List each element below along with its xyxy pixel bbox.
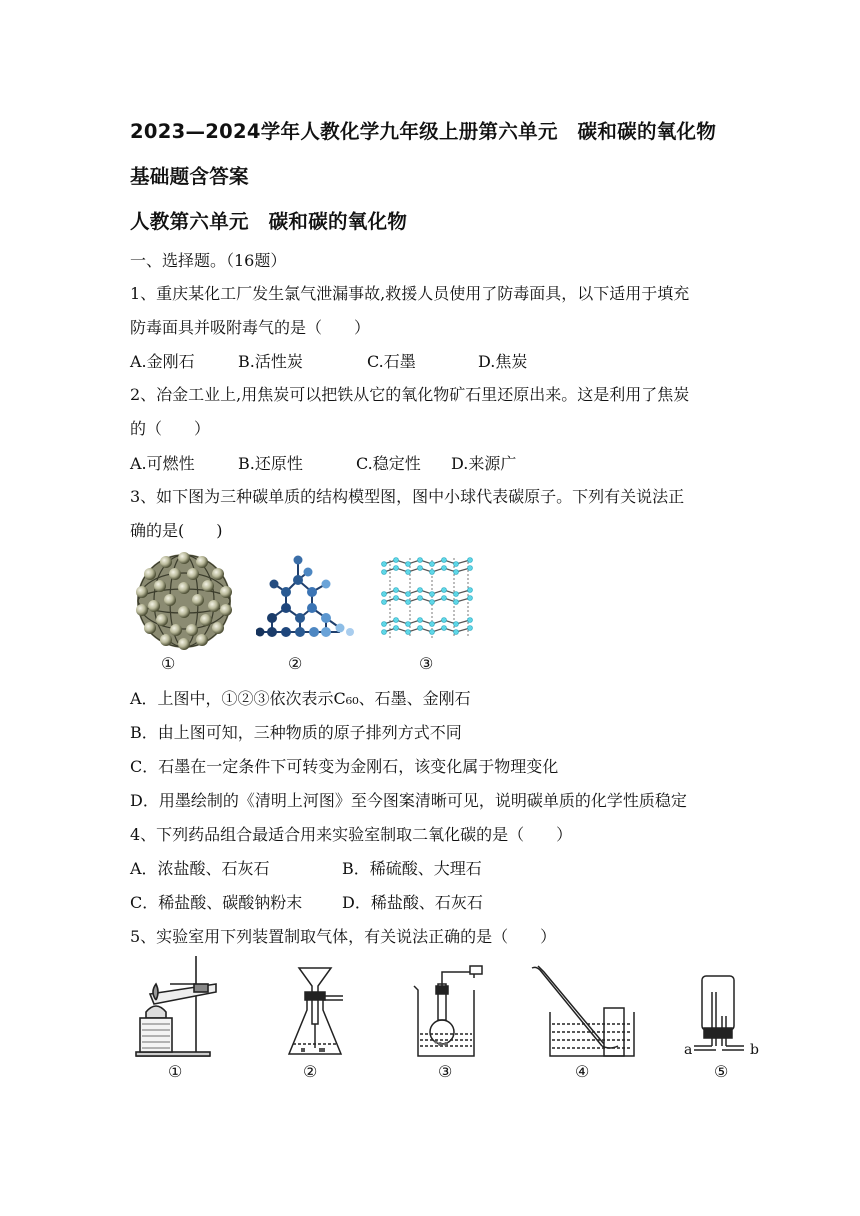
q2-stem-line2: 的（ ） — [130, 419, 211, 438]
q1-option-b: B.活性炭 — [238, 352, 303, 371]
q3-stem-line2: 确的是( ) — [130, 521, 223, 540]
apparatus-label-5: ⑤ — [714, 1062, 729, 1081]
q1-stem-line1: 1、重庆某化工厂发生氯气泄漏事故,救援人员使用了防毒面具，以下适用于填充 — [130, 284, 690, 303]
document-title-line1: 2023—2024学年人教化学九年级上册第六单元 碳和碳的氧化物 — [130, 120, 717, 143]
q3-option-b: B．由上图可知，三种物质的原子排列方式不同 — [130, 723, 462, 742]
apparatus-label-4: ④ — [575, 1062, 590, 1081]
q5-stem: 5、实验室用下列装置制取气体，有关说法正确的是（ ） — [130, 927, 557, 946]
q3-stem-line1: 3、如下图为三种碳单质的结构模型图，图中小球代表碳原子。下列有关说法正 — [130, 487, 685, 506]
apparatus-label-1: ① — [168, 1062, 183, 1081]
q2-option-d: D.来源广 — [451, 454, 517, 473]
q2-stem-line1: 2、冶金工业上,用焦炭可以把铁从它的氧化物矿石里还原出来。这是利用了焦炭 — [130, 385, 690, 404]
q3-option-c: C．石墨在一定条件下可转变为金刚石，该变化属于物理变化 — [130, 757, 559, 776]
q2-option-c: C.稳定性 — [356, 454, 421, 473]
q1-stem-line2: 防毒面具并吸附毒气的是（ ） — [130, 318, 371, 337]
port-label-b: b — [750, 1042, 759, 1058]
apparatus-2-flask-funnel-figure — [285, 964, 345, 1060]
q4-option-d: D．稀盐酸、石灰石 — [342, 893, 483, 912]
q4-option-a: A．浓盐酸、石灰石 — [130, 859, 270, 878]
figure-label-1: ① — [161, 654, 176, 673]
graphite-model-figure — [380, 552, 476, 644]
diamond-model-figure — [256, 550, 356, 644]
q1-option-d: D.焦炭 — [478, 352, 528, 371]
q1-option-c: C.石墨 — [367, 352, 416, 371]
q4-option-c: C．稀盐酸、碳酸钠粉末 — [130, 893, 303, 912]
q4-option-b: B．稀硫酸、大理石 — [342, 859, 482, 878]
q2-option-a: A.可燃性 — [130, 454, 195, 473]
figure-label-3: ③ — [419, 654, 434, 673]
q1-option-a: A.金刚石 — [130, 352, 195, 371]
q2-option-b: B.还原性 — [238, 454, 303, 473]
apparatus-label-3: ③ — [438, 1062, 453, 1081]
apparatus-label-2: ② — [303, 1062, 318, 1081]
c60-model-figure — [130, 550, 240, 652]
port-label-a: a — [684, 1042, 693, 1058]
document-title-line2: 基础题含答案 — [130, 165, 249, 188]
section-title: 人教第六单元 碳和碳的氧化物 — [130, 210, 408, 233]
apparatus-4-water-trough-figure — [530, 964, 640, 1060]
part-heading: 一、选择题。（16题） — [130, 251, 287, 270]
apparatus-3-beaker-figure — [410, 964, 490, 1060]
q4-stem: 4、下列药品组合最适合用来实验室制取二氧化碳的是（ ） — [130, 825, 573, 844]
figure-label-2: ② — [288, 654, 303, 673]
q3-option-d: D．用墨绘制的《清明上河图》至今图案清晰可见，说明碳单质的化学性质稳定 — [130, 791, 687, 810]
apparatus-1-heating-figure — [130, 954, 220, 1060]
q3-option-a: A．上图中，①②③依次表示C₆₀、石墨、金刚石 — [130, 689, 471, 708]
